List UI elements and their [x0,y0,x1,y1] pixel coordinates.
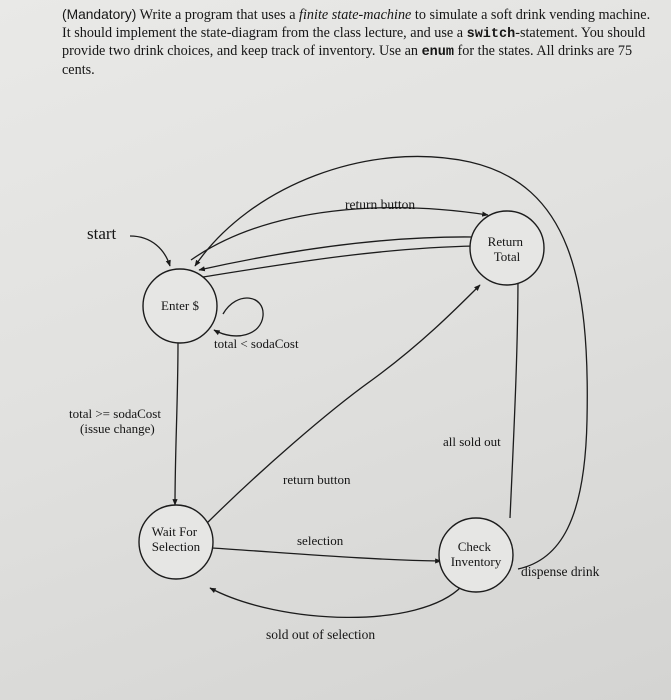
label-enough-money-line-1: total >= sodaCost [69,406,161,421]
state-return-total-line-2: Total [493,249,521,264]
label-selection: selection [297,533,344,548]
label-sold-out-selection: sold out of selection [266,627,376,642]
label-enough-money [69,406,164,436]
problem-text-part: to simulate a soft drink vending machine. It should implement the state-diagram from the class lecture, and use a [62,7,651,41]
problem-text-part: Write a program that uses a [136,7,300,23]
start-label: start [87,224,117,243]
start-arrow [130,236,170,266]
state-wait-line-2: Selection [151,539,201,554]
state-check-label [451,539,502,569]
problem-text-part: for the states. All drinks are 75 cents. [62,43,633,78]
arrow-all-sold-out [510,273,518,518]
state-return-total-line-1: Return [487,234,524,249]
problem-text-part: -statement. You should provide two drink choices, and keep track of inventory. Use an [62,24,646,59]
arrow-enter-to-wait [175,342,178,505]
arrow-return-total-to-enter-1 [199,237,473,270]
label-return-button-diag: return button [283,472,351,487]
mandatory-tag: (Mandatory) [62,7,137,22]
label-self-loop: total < sodaCost [214,336,299,351]
label-dispense-drink: dispense drink [521,564,600,579]
state-enter-label: Enter $ [161,298,199,313]
arrow-return-button-top [191,208,488,260]
arrow-return-button-diag [200,285,480,530]
state-check-line-2: Inventory [450,554,502,569]
self-loop-arrow [214,298,263,336]
state-wait-line-1: Wait For [151,524,198,539]
state-wait-label [152,524,201,554]
problem-emphasis-fsm: finite state-machine [299,7,412,23]
arrow-selection [212,548,441,561]
label-all-sold-out: all sold out [443,434,501,449]
arrow-return-total-to-enter-2 [203,246,475,277]
label-return-button-top: return button [345,197,416,212]
code-keyword-enum: enum [421,45,454,60]
state-check-line-1: Check [457,539,491,554]
code-keyword-switch: switch [466,26,516,42]
arrow-sold-out-selection [210,586,462,617]
label-enough-money-line-2: (issue change) [80,421,155,436]
